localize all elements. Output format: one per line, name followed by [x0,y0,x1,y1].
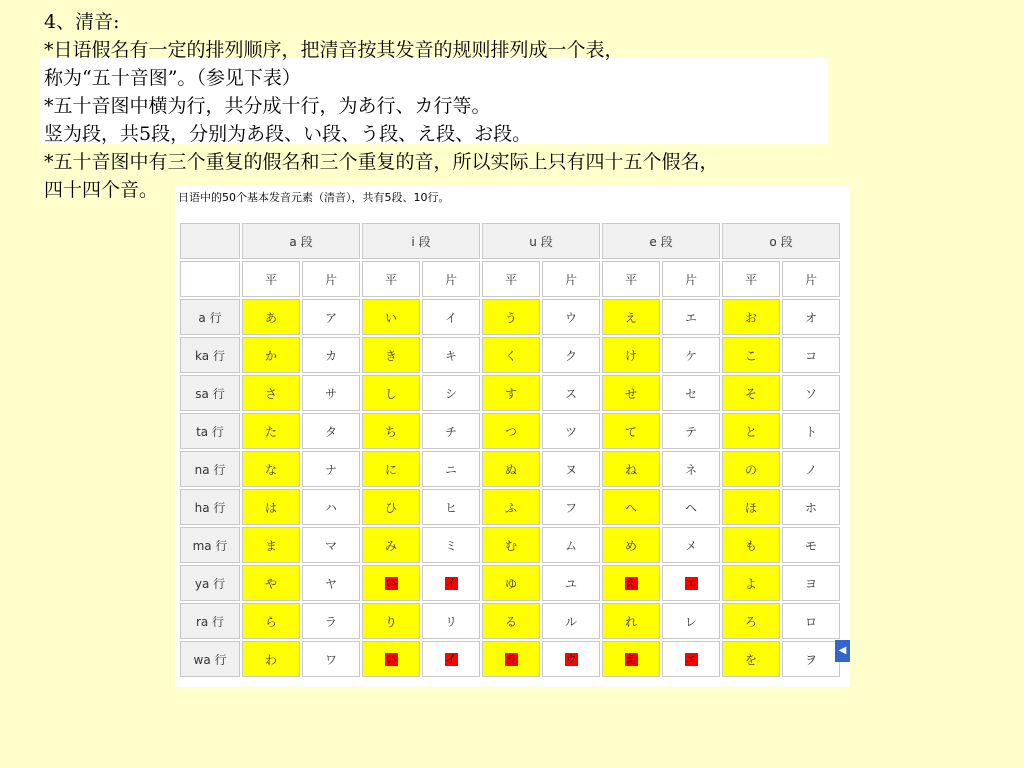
katakana-cell: ス [542,375,600,411]
katakana-cell: ム [542,527,600,563]
table-row [180,641,840,677]
table-row [180,451,840,487]
table-row [180,565,840,601]
katakana-cell: ラ [302,603,360,639]
katakana-cell: チ [422,413,480,449]
hiragana-cell [362,565,420,601]
katakana-cell: カ [302,337,360,373]
hiragana-cell: さ [242,375,300,411]
hiragana-cell: ほ [722,489,780,525]
intro-line: *日语假名有一定的排列顺序，把清音按其发音的规则排列成一个表， [44,39,624,61]
katakana-cell: サ [302,375,360,411]
katakana-cell: メ [662,527,720,563]
duplicate-kana-mark: エ [685,577,697,590]
dan-header: e 段 [602,223,720,259]
intro-line: 4、清音: [44,11,120,33]
hiragana-cell: し [362,375,420,411]
sub-header: 片 [302,261,360,297]
katakana-cell: ヨ [782,565,840,601]
corner-cell [180,261,240,297]
dan-header: u 段 [482,223,600,259]
hiragana-cell: め [602,527,660,563]
table-row [180,489,840,525]
sub-header: 平 [242,261,300,297]
hiragana-cell: ふ [482,489,540,525]
duplicate-kana-mark: え [625,653,637,666]
katakana-cell: ヘ [662,489,720,525]
side-tab-icon[interactable]: ◀ [835,640,850,662]
intro-line: 称为“五十音图”。（参见下表） [44,67,301,89]
duplicate-kana-mark: イ [445,577,457,590]
header-row-sub [180,261,840,297]
katakana-cell: イ [422,299,480,335]
katakana-cell: ヒ [422,489,480,525]
katakana-cell: ウ [542,299,600,335]
duplicate-kana-mark: い [385,653,397,666]
row-label: sa 行 [180,375,240,411]
hiragana-cell: け [602,337,660,373]
hiragana-cell: り [362,603,420,639]
katakana-cell: タ [302,413,360,449]
hiragana-cell [362,641,420,677]
katakana-cell: フ [542,489,600,525]
duplicate-kana-mark: い [385,577,397,590]
sub-header: 平 [482,261,540,297]
table-row [180,375,840,411]
duplicate-kana-mark: イ [445,653,457,666]
katakana-cell [542,641,600,677]
row-label: a 行 [180,299,240,335]
katakana-cell: ソ [782,375,840,411]
hiragana-cell [482,641,540,677]
hiragana-cell: ね [602,451,660,487]
katakana-cell [662,641,720,677]
katakana-cell: レ [662,603,720,639]
duplicate-kana-mark: ウ [565,653,577,666]
katakana-cell: ツ [542,413,600,449]
katakana-cell: ケ [662,337,720,373]
dan-header: i 段 [362,223,480,259]
table-row [180,527,840,563]
duplicate-kana-mark: う [505,653,517,666]
katakana-cell: ユ [542,565,600,601]
hiragana-cell: ま [242,527,300,563]
katakana-cell: ワ [302,641,360,677]
intro-text [44,8,719,204]
row-label: ka 行 [180,337,240,373]
katakana-cell: シ [422,375,480,411]
hiragana-cell: ぬ [482,451,540,487]
sub-header: 平 [722,261,780,297]
katakana-cell [662,565,720,601]
hiragana-cell: ら [242,603,300,639]
corner-cell [180,223,240,259]
katakana-cell: ト [782,413,840,449]
hiragana-cell: す [482,375,540,411]
hiragana-cell: を [722,641,780,677]
hiragana-cell: え [602,299,660,335]
sub-header: 片 [662,261,720,297]
katakana-cell: リ [422,603,480,639]
katakana-cell: キ [422,337,480,373]
hiragana-cell: き [362,337,420,373]
gojuon-table [178,221,842,679]
hiragana-cell: れ [602,603,660,639]
table-row [180,603,840,639]
katakana-cell: ノ [782,451,840,487]
hiragana-cell: ち [362,413,420,449]
dan-header: a 段 [242,223,360,259]
hiragana-cell: あ [242,299,300,335]
hiragana-cell: の [722,451,780,487]
hiragana-cell: み [362,527,420,563]
intro-line: *五十音图中横为行，共分成十行，为あ行、カ行等。 [44,95,491,117]
hiragana-cell: そ [722,375,780,411]
hiragana-cell: わ [242,641,300,677]
row-label: ra 行 [180,603,240,639]
katakana-cell: セ [662,375,720,411]
hiragana-cell: な [242,451,300,487]
sub-header: 片 [542,261,600,297]
hiragana-cell: む [482,527,540,563]
table-row [180,299,840,335]
duplicate-kana-mark: え [625,577,637,590]
table-caption: 日语中的50个基本发音元素（清音），共有5段、10行。 [178,191,450,204]
hiragana-cell: て [602,413,660,449]
hiragana-cell: せ [602,375,660,411]
sub-header: 平 [602,261,660,297]
katakana-cell [422,641,480,677]
katakana-cell: ナ [302,451,360,487]
katakana-cell: ホ [782,489,840,525]
duplicate-kana-mark: エ [685,653,697,666]
hiragana-cell [602,641,660,677]
sub-header: 片 [782,261,840,297]
katakana-cell: ネ [662,451,720,487]
sub-header: 片 [422,261,480,297]
katakana-cell: マ [302,527,360,563]
hiragana-cell: お [722,299,780,335]
row-label: ma 行 [180,527,240,563]
hiragana-cell [602,565,660,601]
hiragana-cell: る [482,603,540,639]
hiragana-cell: か [242,337,300,373]
katakana-cell: ヲ [782,641,840,677]
sub-header: 平 [362,261,420,297]
katakana-cell: ニ [422,451,480,487]
katakana-cell: ミ [422,527,480,563]
katakana-cell: コ [782,337,840,373]
hiragana-cell: よ [722,565,780,601]
hiragana-cell: は [242,489,300,525]
row-label: na 行 [180,451,240,487]
hiragana-cell: ろ [722,603,780,639]
hiragana-cell: こ [722,337,780,373]
katakana-cell: エ [662,299,720,335]
hiragana-cell: や [242,565,300,601]
katakana-cell [422,565,480,601]
hiragana-cell: に [362,451,420,487]
row-label: ta 行 [180,413,240,449]
katakana-cell: ヤ [302,565,360,601]
hiragana-cell: ひ [362,489,420,525]
hiragana-cell: も [722,527,780,563]
katakana-cell: ク [542,337,600,373]
intro-line: 四十四个音。 [44,179,159,201]
hiragana-cell: へ [602,489,660,525]
hiragana-cell: い [362,299,420,335]
katakana-cell: オ [782,299,840,335]
katakana-cell: ロ [782,603,840,639]
hiragana-cell: ゆ [482,565,540,601]
katakana-cell: ア [302,299,360,335]
katakana-cell: モ [782,527,840,563]
hiragana-cell: つ [482,413,540,449]
katakana-cell: ヌ [542,451,600,487]
hiragana-cell: く [482,337,540,373]
dan-header: o 段 [722,223,840,259]
intro-line: 竖为段，共5段，分别为あ段、い段、う段、え段、お段。 [44,123,532,145]
intro-line: *五十音图中有三个重复的假名和三个重复的音，所以实际上只有四十五个假名， [44,151,719,173]
katakana-cell: テ [662,413,720,449]
katakana-cell: ハ [302,489,360,525]
hiragana-cell: た [242,413,300,449]
katakana-cell: ル [542,603,600,639]
hiragana-cell: と [722,413,780,449]
header-row-dan [180,223,840,259]
row-label: ha 行 [180,489,240,525]
hiragana-cell: う [482,299,540,335]
row-label: ya 行 [180,565,240,601]
table-row [180,337,840,373]
table-row [180,413,840,449]
gojuon-table-image [175,185,850,687]
row-label: wa 行 [180,641,240,677]
